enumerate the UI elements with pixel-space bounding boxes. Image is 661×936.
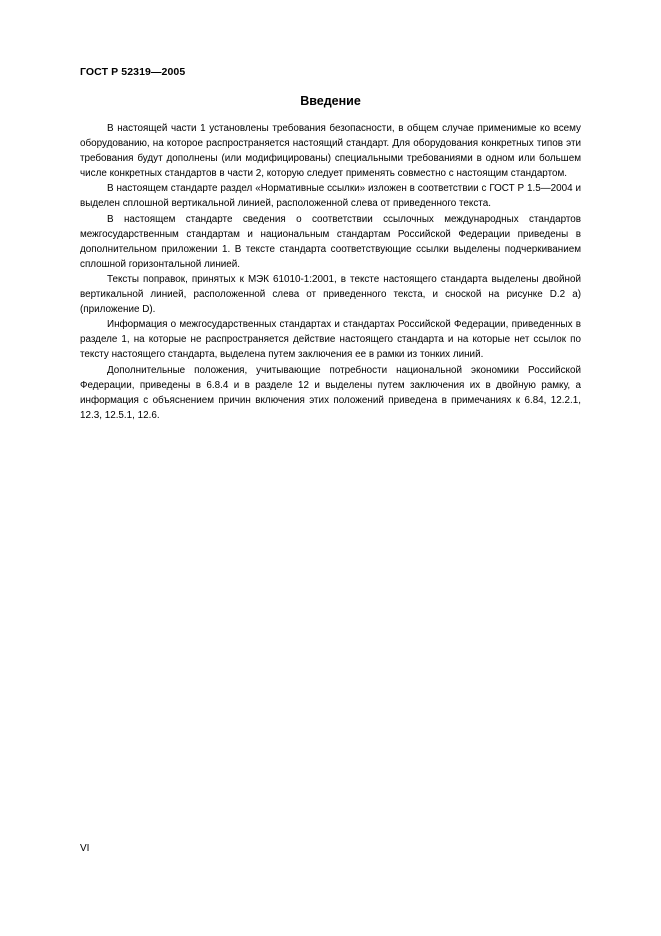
document-code-header: ГОСТ Р 52319—2005 (80, 66, 186, 78)
paragraph-scope: В настоящей части 1 установлены требования безопасности, в общем случае применимые ко всему оборудованию, на которое распространяется настоящий стандарт. Для оборудования конкретных типов эти требования будут дополнены (или модифицированы) специальными требованиями в одном или большем числе конкретных стандартов в части 2, которую следует применять совместно с настоящим стандартом. (80, 123, 581, 180)
section-title: Введение (300, 94, 361, 108)
page-number: VI (80, 843, 90, 854)
paragraph-additional-provisions: Дополнительные положения, учитывающие потребности национальной экономики Российской Федерации, приведены в 6.8.4 и в разделе 12 и выделены путем заключения их в двойную рамку, а информация с объяснением причин включения этих положений приведена в примечаниях к 6.84, 12.2.1, 12.3, 12.5.1, 12.6. (80, 364, 581, 421)
introduction-body (80, 121, 581, 423)
paragraph-reference-correspondence: В настоящем стандарте сведения о соответствии ссылочных международных стандартов межгосударственным стандартам и национальным стандартам Российской Федерации приведены в дополнительном приложении 1. В тексте стандарта соответствующие ссылки выделены подчеркиванием сплошной горизонтальной линией. (80, 213, 581, 270)
paragraph-normative-references: В настоящем стандарте раздел «Нормативные ссылки» изложен в соответствии с ГОСТ Р 1.5—2004 и выделен сплошной вертикальной линией, расположенной слева от приведенного текста. (80, 183, 581, 210)
paragraph-amendments: Тексты поправок, принятых к МЭК 61010-1:2001, в тексте настоящего стандарта выделены двойной вертикальной линией, расположенной слева от приведенного текста, и сноской на рисунке D.2 а) (приложение D). (80, 273, 581, 316)
paragraph-interstate-standards-info: Информация о межгосударственных стандартах и стандартах Российской Федерации, приведенных в разделе 1, на которые не распространяется действие настоящего стандарта и на которые нет ссылок по тексту настоящего стандарта, выделена путем заключения ее в рамки из тонких линий. (80, 319, 581, 361)
